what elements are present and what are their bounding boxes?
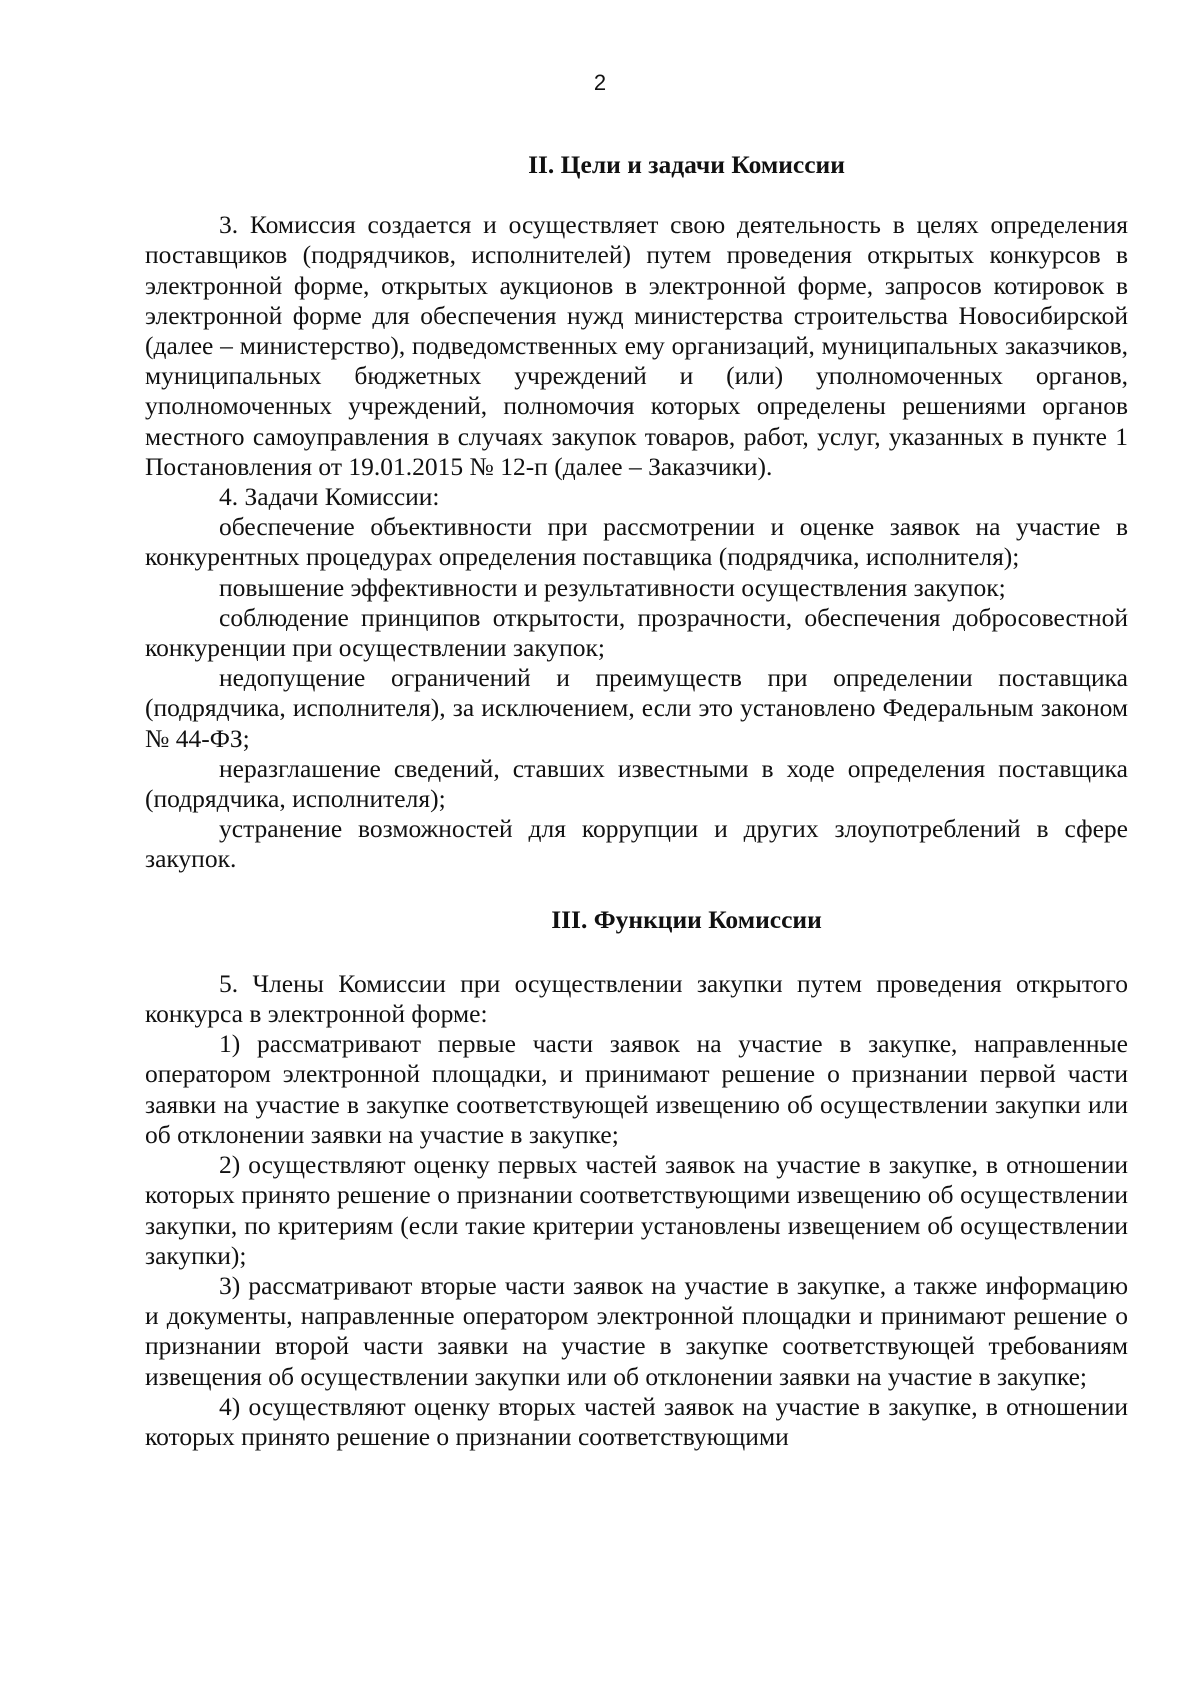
document-body [145, 150, 1128, 1452]
task-item-nondisclosure: неразглашение сведений, ставших известными в ходе определения поставщика (подрядчика, исполнителя); [145, 753, 1128, 814]
function-item-4: 4) осуществляют оценку вторых частей заявок на участие в закупке, в отношении которых принято решение о признании соответствующими [145, 1391, 1128, 1451]
function-item-3: 3) рассматривают вторые части заявок на участие в закупке, а также информацию и документы, направленные оператором электронной площадки и принимают решение о признании второй части заявки на участие в закупке соответствующей требованиям извещения об осуществлении закупки или об отклонении заявки на участие в закупке; [145, 1270, 1128, 1391]
task-item-objectivity: обеспечение объективности при рассмотрении и оценке заявок на участие в конкурентных процедурах определения поставщика (подрядчика, исполнителя); [145, 512, 1128, 572]
task-item-anticorruption: устранение возможностей для коррупции и других злоупотреблений в сфере закупок. [145, 814, 1128, 874]
page-number: 2 [593, 70, 607, 95]
task-item-no-restrictions: недопущение ограничений и преимуществ при определении поставщика (подрядчика, исполнителя), за исключением, если это установлено Федеральным законом № 44-ФЗ; [145, 663, 1128, 753]
function-item-1: 1) рассматривают первые части заявок на участие в закупке, направленные оператором электронной площадки, и принимают решение о признании первой части заявки на участие в закупке соответствующей извещению об осуществлении закупки или об отклонении заявки на участие в закупке; [145, 1029, 1128, 1149]
section-heading-goals: II. Цели и задачи Комиссии [528, 150, 845, 179]
paragraph-3: 3. Комиссия создается и осуществляет свою деятельность в целях определения поставщиков (подрядчиков, исполнителей) путем проведения открытых конкурсов в электронной форме, открытых аукционов в электронной форме, запросов котировок в электронной форме для обеспечения нужд министерства строительства Новосибирской (далее – министерство), подведомственных ему организаций, муниципальных заказчиков, муниципальных бюджетных учреждений и (или) уполномоченных органов, уполномоченных учреждений, полномочия которых определены решениями органов местного самоуправления в случаях закупок товаров, работ, услуг, указанных в пункте 1 Постановления от 19.01.2015 № 12-п (далее – Заказчики). [145, 210, 1128, 481]
task-item-openness: соблюдение принципов открытости, прозрачности, обеспечения добросовестной конкуренции при осуществлении закупок; [145, 602, 1128, 663]
paragraph-4: 4. Задачи Комиссии: [219, 482, 440, 512]
function-item-2: 2) осуществляют оценку первых частей заявок на участие в закупке, в отношении которых принято решение о признании соответствующими извещению об осуществлении закупки, по критериям (если такие критерии установлены извещением об осуществлении закупки); [145, 1150, 1128, 1270]
task-item-efficiency: повышение эффективности и результативности осуществления закупок; [219, 572, 1006, 602]
section-heading-functions: III. Функции Комиссии [551, 904, 822, 934]
paragraph-5: 5. Члены Комиссии при осуществлении закупки путем проведения открытого конкурса в электронной форме: [145, 968, 1128, 1029]
